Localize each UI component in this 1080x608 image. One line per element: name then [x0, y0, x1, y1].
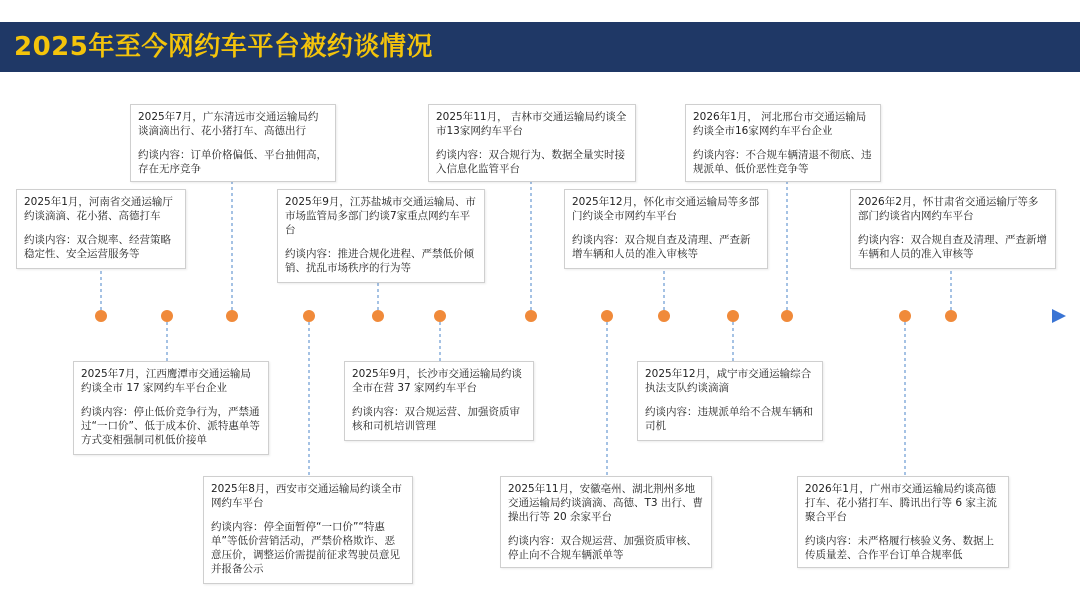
event-heading: 2025年1月，河南省交通运输厅约谈滴滴、花小猪、高德打车	[24, 196, 173, 222]
event-heading: 2025年11月，安徽亳州、湖北荆州多地交通运输局约谈滴滴、高德、T3 出行、曹操出行等 20 余家平台	[508, 483, 703, 523]
event-card-2025-08-xian	[203, 476, 413, 584]
timeline-node-9	[658, 310, 670, 322]
event-card-2026-01-xingtai	[685, 104, 881, 182]
event-card-2025-09-changsha	[344, 361, 534, 441]
event-heading: 2025年9月，长沙市交通运输局约谈全市在营 37 家网约车平台	[352, 368, 522, 394]
timeline-node-12	[899, 310, 911, 322]
event-card-2025-07-qingyuan	[130, 104, 336, 182]
timeline-node-3	[226, 310, 238, 322]
event-content: 约谈内容：双合规自查及清理、严查新增车辆和人员的准入审核等	[572, 234, 751, 260]
event-content: 约谈内容：订单价格偏低、平台抽佣高，存在无序竞争	[138, 149, 327, 175]
event-heading: 2026年1月， 河北邢台市交通运输局约谈全市16家网约车平台企业	[693, 111, 867, 137]
timeline-node-5	[372, 310, 384, 322]
event-content: 约谈内容：双合规自查及清理、严查新增车辆和人员的准入审核等	[858, 234, 1047, 260]
event-heading: 2025年9月，江苏盐城市交通运输局、市市场监管局多部门约谈7家重点网约车平台	[285, 196, 476, 236]
timeline-node-11	[781, 310, 793, 322]
event-card-2025-11-bozhou	[500, 476, 712, 568]
event-heading: 2026年2月，怀甘肃省交通运输厅等多部门约谈省内网约车平台	[858, 196, 1039, 222]
timeline-node-1	[95, 310, 107, 322]
event-card-2025-12-huaihua	[564, 189, 768, 269]
timeline-node-4	[303, 310, 315, 322]
timeline-node-6	[434, 310, 446, 322]
event-heading: 2026年1月，广州市交通运输局约谈高德打车、花小猪打车、腾讯出行等 6 家主流聚合平台	[805, 483, 997, 523]
event-card-2025-07-yingtan	[73, 361, 269, 455]
event-card-2026-02-gansu	[850, 189, 1056, 269]
event-content: 约谈内容：停全面暂停“一口价”“特惠单”等低价营销活动，严禁价格欺诈、恶意压价，调整运价需提前征求驾驶员意见并报备公示	[211, 521, 400, 575]
event-heading: 2025年12月，怀化市交通运输局等多部门约谈全市网约车平台	[572, 196, 760, 222]
event-content: 约谈内容：双合规行为、数据全量实时接入信息化监管平台	[436, 149, 625, 175]
event-heading: 2025年7月，江西鹰潭市交通运输局约谈全市 17 家网约车平台企业	[81, 368, 251, 394]
event-heading: 2025年11月， 吉林市交通运输局约谈全市13家网约车平台	[436, 111, 627, 137]
event-content: 约谈内容：双合规运营、加强资质审核、停止向不合规车辆派单等	[508, 535, 697, 561]
event-card-2025-09-yancheng	[277, 189, 485, 283]
event-heading: 2025年12月，咸宁市交通运输综合执法支队约谈滴滴	[645, 368, 812, 394]
timeline-arrowhead-icon	[1052, 309, 1066, 323]
timeline-node-7	[525, 310, 537, 322]
event-content: 约谈内容：违规派单给不合规车辆和司机	[645, 406, 813, 432]
timeline-node-10	[727, 310, 739, 322]
event-content: 约谈内容：不合规车辆清退不彻底、违规派单、低价恶性竞争等	[693, 149, 872, 175]
event-card-2026-01-guangzhou	[797, 476, 1009, 568]
timeline-node-2	[161, 310, 173, 322]
event-heading: 2025年8月，西安市交通运输局约谈全市网约车平台	[211, 483, 402, 509]
event-heading: 2025年7月，广东清远市交通运输局约谈滴滴出行、花小猪打车、高德出行	[138, 111, 319, 137]
event-card-2025-11-jilin	[428, 104, 636, 182]
timeline-node-8	[601, 310, 613, 322]
event-card-2025-01-henan	[16, 189, 186, 269]
timeline-node-13	[945, 310, 957, 322]
page-title: 2025年至今网约车平台被约谈情况	[14, 32, 433, 62]
event-content: 约谈内容：未严格履行核验义务、数据上传质量差、合作平台订单合规率低	[805, 535, 994, 561]
event-content: 约谈内容：停止低价竞争行为，严禁通过“一口价”、低于成本价、派特惠单等方式变相强制司机低价接单	[81, 406, 260, 446]
event-content: 约谈内容：双合规率、经营策略稳定性、安全运营服务等	[24, 234, 171, 260]
event-content: 约谈内容：双合规运营、加强资质审核和司机培训管理	[352, 406, 520, 432]
event-card-2025-12-xianning	[637, 361, 823, 441]
event-content: 约谈内容：推进合规化进程、严禁低价倾销、扰乱市场秩序的行为等	[285, 248, 474, 274]
